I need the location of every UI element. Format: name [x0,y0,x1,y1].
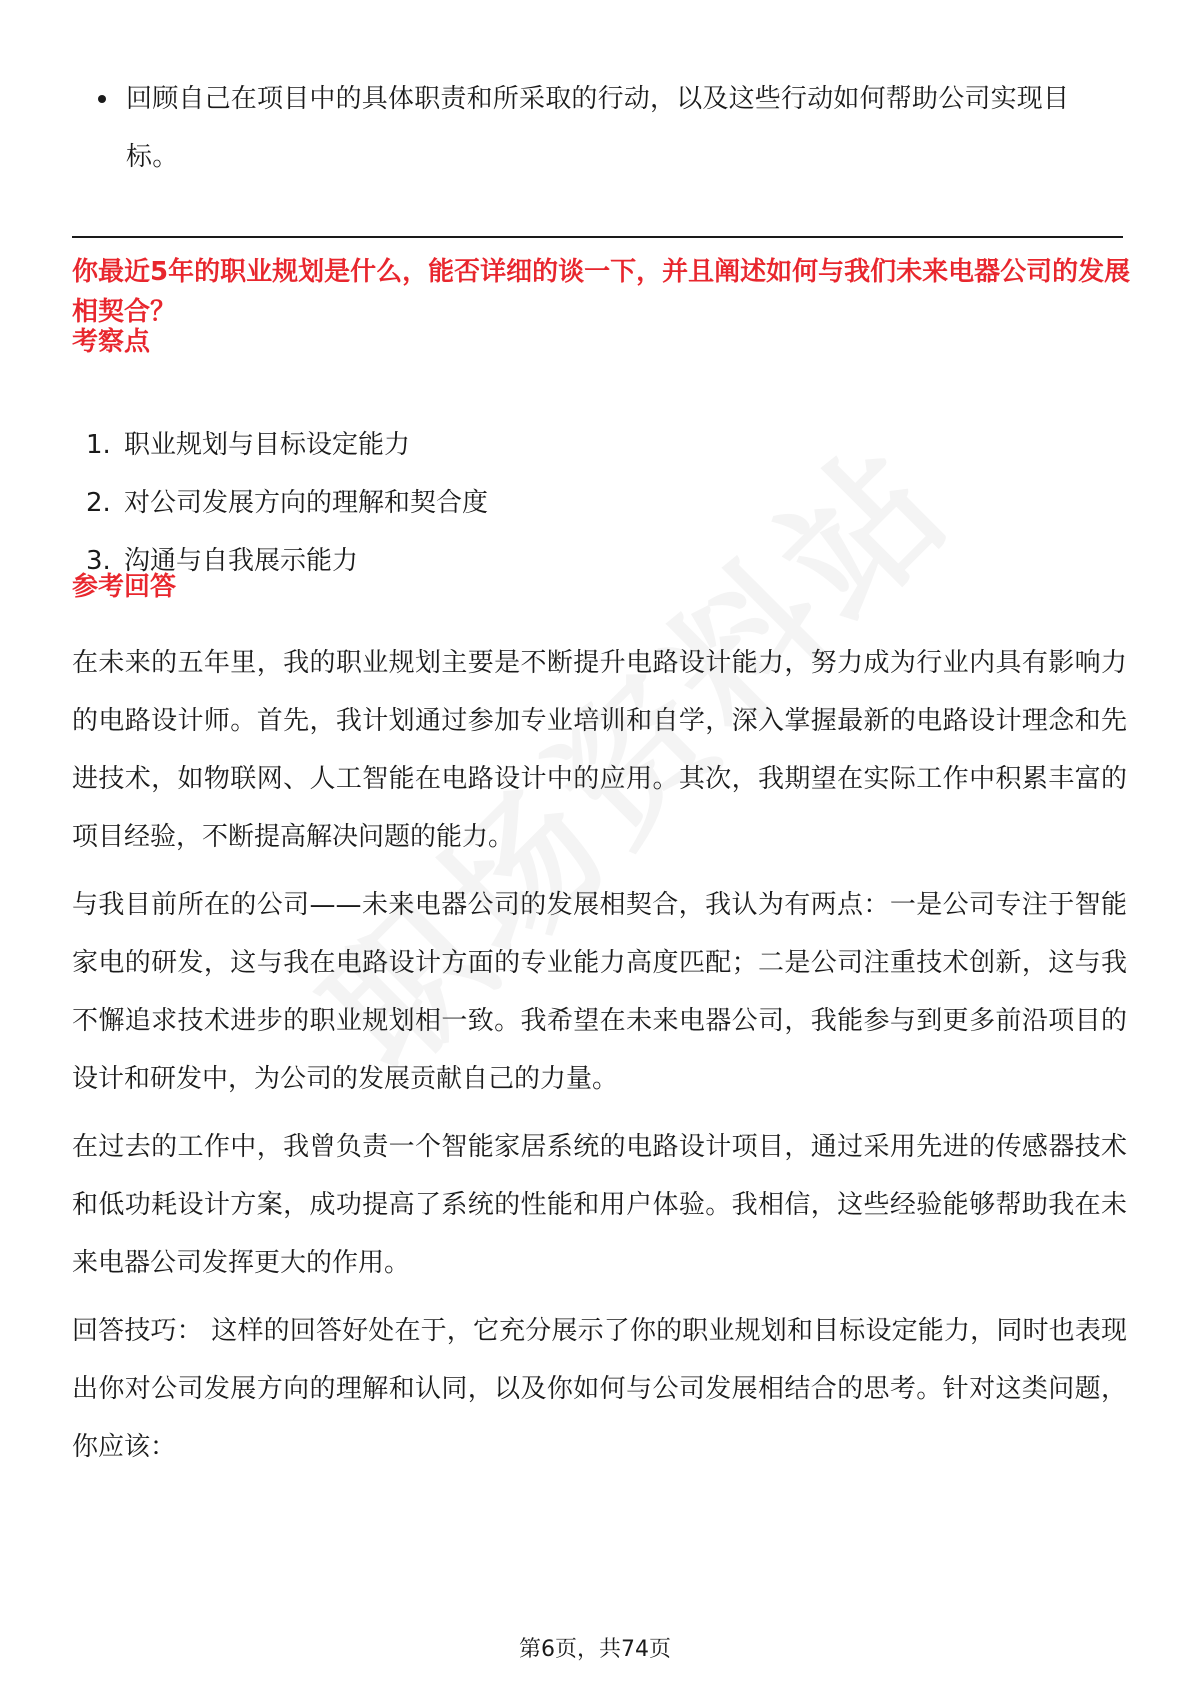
section-heading-answer: 参考回答 [72,572,177,602]
answer-paragraph: 在过去的工作中，我曾负责一个智能家居系统的电路设计项目，通过采用先进的传感器技术和低功耗设计方案，成功提高了系统的性能和用户体验。我相信，这些经验能够帮助我在未来电器公司发挥更大的作用。 [72,1132,1127,1278]
ordered-list-item [86,416,1086,474]
bullet-text: 回顾自己在项目中的具体职责和所采取的行动，以及这些行动如何帮助公司实现目标。 [126,84,1070,172]
section-divider [72,236,1123,238]
list-item-text: 沟通与自我展示能力 [124,546,359,576]
question-heading: 你最近5年的职业规划是什么，能否详细的谈一下，并且阐述如何与我们未来电器公司的发展相契合？ [72,257,1131,327]
page-footer: 第6页，共74页 [519,1637,671,1662]
list-number: 3. [86,546,111,576]
bullet-dot-icon [98,95,106,103]
list-item-text: 对公司发展方向的理解和契合度 [124,488,489,518]
list-number: 2. [86,488,111,518]
list-number: 1. [86,430,111,460]
list-item-text: 职业规划与目标设定能力 [124,430,411,460]
answer-paragraph: 在未来的五年里，我的职业规划主要是不断提升电路设计能力，努力成为行业内具有影响力的电路设计师。首先，我计划通过参加专业培训和自学，深入掌握最新的电路设计理念和先进技术，如物联网、人工智能在电路设计中的应用。其次，我期望在实际工作中积累丰富的项目经验，不断提高解决问题的能力。 [72,648,1127,852]
answer-paragraph: 与我目前所在的公司——未来电器公司的发展相契合，我认为有两点：一是公司专注于智能家电的研发，这与我在电路设计方面的专业能力高度匹配；二是公司注重技术创新，这与我不懈追求技术进步的职业规划相一致。我希望在未来电器公司，我能参与到更多前沿项目的设计和研发中，为公司的发展贡献自己的力量。 [72,890,1127,1094]
ordered-list [86,416,1086,590]
tips-paragraph: 回答技巧： 这样的回答好处在于，它充分展示了你的职业规划和目标设定能力，同时也表现出你对公司发展方向的理解和认同，以及你如何与公司发展相结合的思考。针对这类问题，你应该： [72,1316,1127,1462]
section-heading-kaocha: 考察点 [72,327,151,357]
ordered-list-item [86,474,1086,532]
bullet-list-item [98,70,1118,186]
ordered-list-item [86,532,1086,590]
